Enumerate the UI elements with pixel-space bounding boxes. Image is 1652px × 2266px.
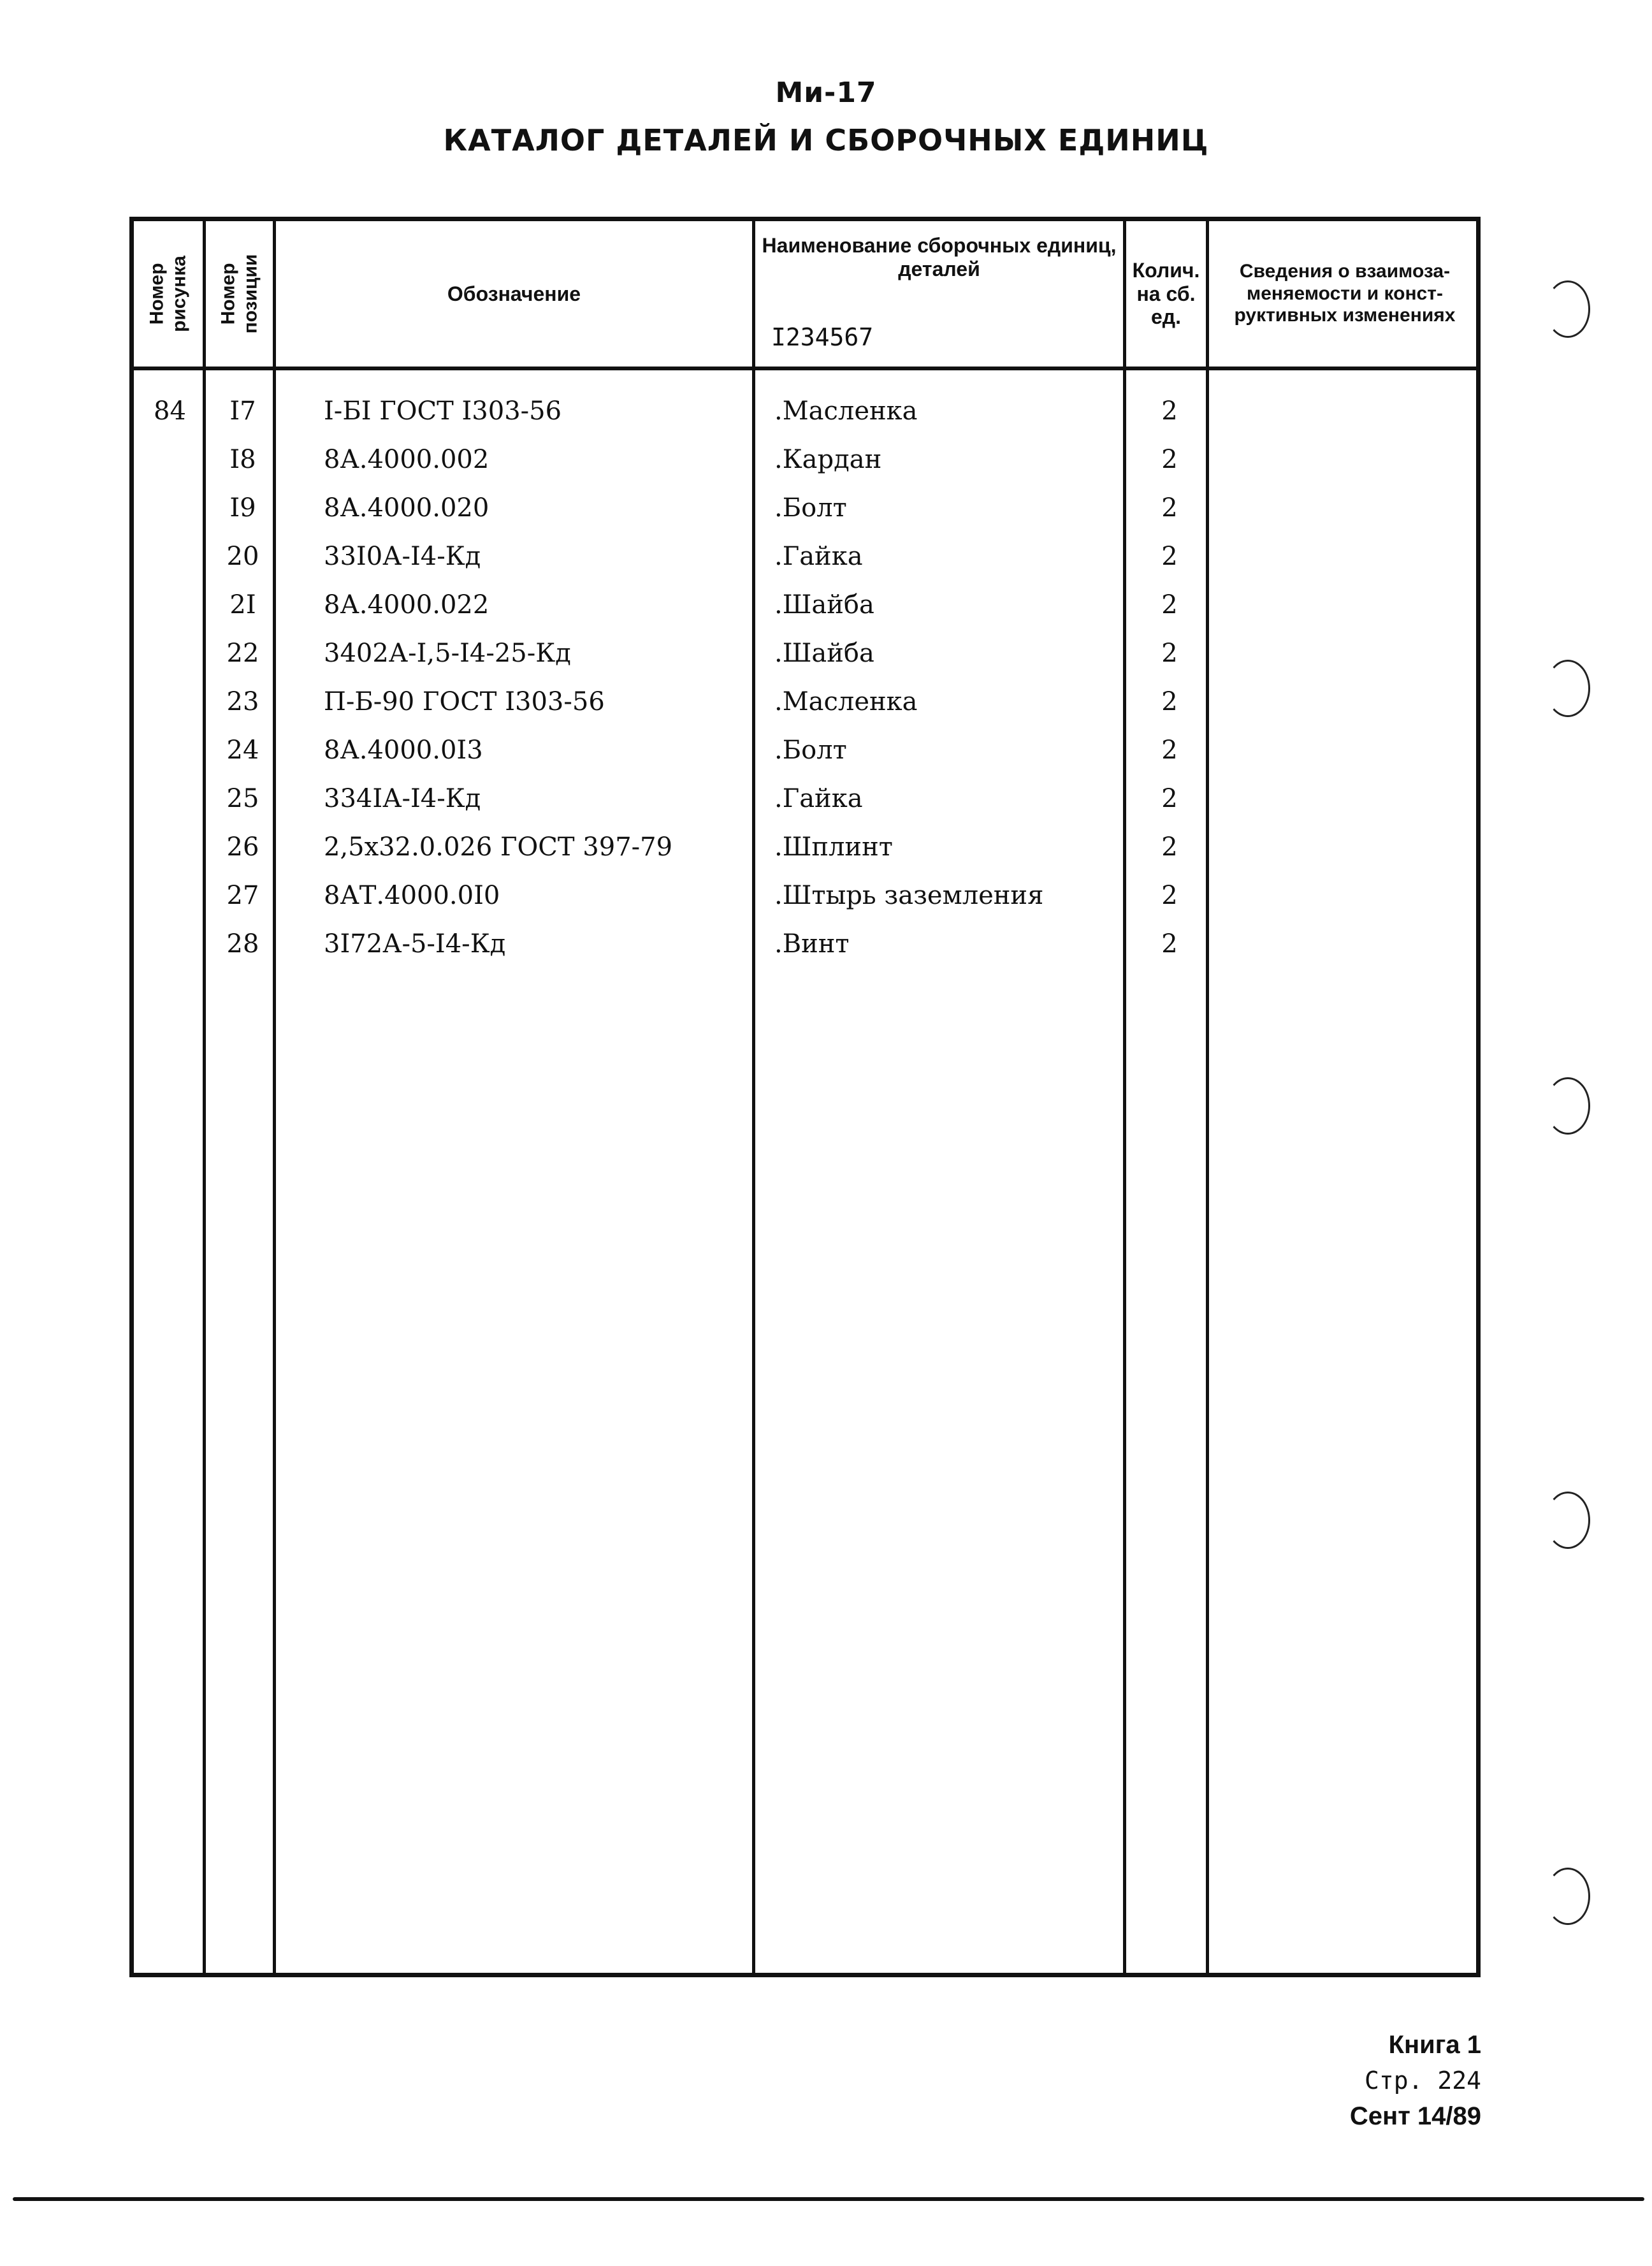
quantity-cell: 2 [1161,881,1178,910]
quantity-cell: 2 [1161,639,1178,668]
position-cell: 22 [226,639,259,668]
figure-cell [134,629,206,678]
name-cell: .Кардан [774,445,882,474]
figure-cell [134,920,206,968]
designation-cell: П-Б-90 ГОСТ I303-56 [324,687,605,716]
figure-cell: 84 [154,396,186,426]
table-row [134,435,1476,484]
figure-cell [134,532,206,581]
table-row [134,823,1476,871]
col-header-quantity: Колич. на сб. ед. [1132,258,1200,329]
quantity-cell: 2 [1161,784,1178,813]
name-cell: .Штырь заземления [774,881,1044,910]
header-divider [134,367,1476,370]
designation-cell: 8А.4000.002 [324,445,489,474]
name-cell: .Гайка [774,542,863,571]
table-row [134,387,1476,435]
name-cell: .Болт [774,736,847,765]
punch-hole-icon [1546,280,1590,338]
page-number: Стр. 224 [1364,2066,1481,2095]
designation-cell: 3I72А-5-I4-Кд [324,929,506,959]
designation-cell: 334IА-I4-Кд [324,784,481,813]
quantity-cell: 2 [1161,832,1178,862]
position-cell: 25 [226,784,259,813]
name-cell: .Масленка [774,687,918,716]
name-cell: .Масленка [774,396,918,426]
position-cell: 26 [226,832,259,862]
quantity-cell: 2 [1161,929,1178,959]
designation-cell: 2,5х32.0.026 ГОСТ 397-79 [324,832,673,862]
table-row [134,920,1476,968]
table-body [134,387,1476,968]
table-row [134,629,1476,678]
designation-cell: 33I0А-I4-Кд [324,542,481,571]
punch-hole-icon [1546,660,1590,717]
quantity-cell: 2 [1161,590,1178,620]
quantity-cell: 2 [1161,687,1178,716]
name-cell: .Шплинт [774,832,893,862]
table-row [134,581,1476,629]
punch-hole-icon [1546,1492,1590,1549]
col-header-interchange: Сведения о взаимоза- меняемости и конст- руктивных изменениях [1234,261,1456,326]
col-header-name-code: I234567 [771,323,874,351]
designation-cell: 8А.4000.022 [324,590,489,620]
page-header [0,76,1652,157]
punch-hole-icon [1546,1868,1590,1925]
figure-cell [134,435,206,484]
figure-cell [134,726,206,774]
col-header-name: Наименование сборочных единиц, деталей [762,234,1117,280]
name-cell: .Винт [774,929,850,959]
position-cell: 23 [226,687,259,716]
position-cell: 27 [226,881,259,910]
parts-table [129,217,1481,1977]
designation-cell: 3402А-I,5-I4-25-Кд [324,639,571,668]
quantity-cell: 2 [1161,493,1178,523]
designation-cell: 8АТ.4000.0I0 [324,881,500,910]
quantity-cell: 2 [1161,396,1178,426]
bottom-rule [13,2197,1644,2201]
table-row [134,678,1476,726]
quantity-cell: 2 [1161,542,1178,571]
table-row [134,726,1476,774]
col-header-figure: Номер рисунка [146,256,189,332]
catalog-title: КАТАЛОГ ДЕТАЛЕЙ И СБОРОЧНЫХ ЕДИНИЦ [443,123,1209,157]
figure-cell [134,678,206,726]
position-cell: 20 [226,542,259,571]
figure-cell [134,871,206,920]
figure-cell [134,774,206,823]
revision-date: Сент 14/89 [1349,2102,1481,2130]
page-footer [1350,2027,1481,2134]
position-cell: I7 [229,396,256,426]
name-cell: .Гайка [774,784,863,813]
position-cell: I9 [229,493,256,523]
figure-cell [134,581,206,629]
designation-cell: 8А.4000.020 [324,493,489,523]
figure-cell [134,484,206,532]
punch-hole-icon [1546,1077,1590,1135]
figure-cell [134,823,206,871]
position-cell: 28 [226,929,259,959]
book-label: Книга 1 [1388,2031,1481,2059]
model-title: Ми-17 [775,76,877,109]
designation-cell: I-БI ГОСТ I303-56 [324,396,562,426]
table-row [134,774,1476,823]
position-cell: 24 [226,736,259,765]
col-header-designation: Обозначение [447,282,581,305]
designation-cell: 8А.4000.0I3 [324,736,483,765]
table-row [134,484,1476,532]
quantity-cell: 2 [1161,736,1178,765]
position-cell: I8 [229,445,256,474]
col-header-position: Номер позиции [217,254,261,334]
quantity-cell: 2 [1161,445,1178,474]
position-cell: 2I [229,590,256,620]
name-cell: .Болт [774,493,847,523]
name-cell: .Шайба [774,639,874,668]
table-row [134,871,1476,920]
table-row [134,532,1476,581]
name-cell: .Шайба [774,590,874,620]
